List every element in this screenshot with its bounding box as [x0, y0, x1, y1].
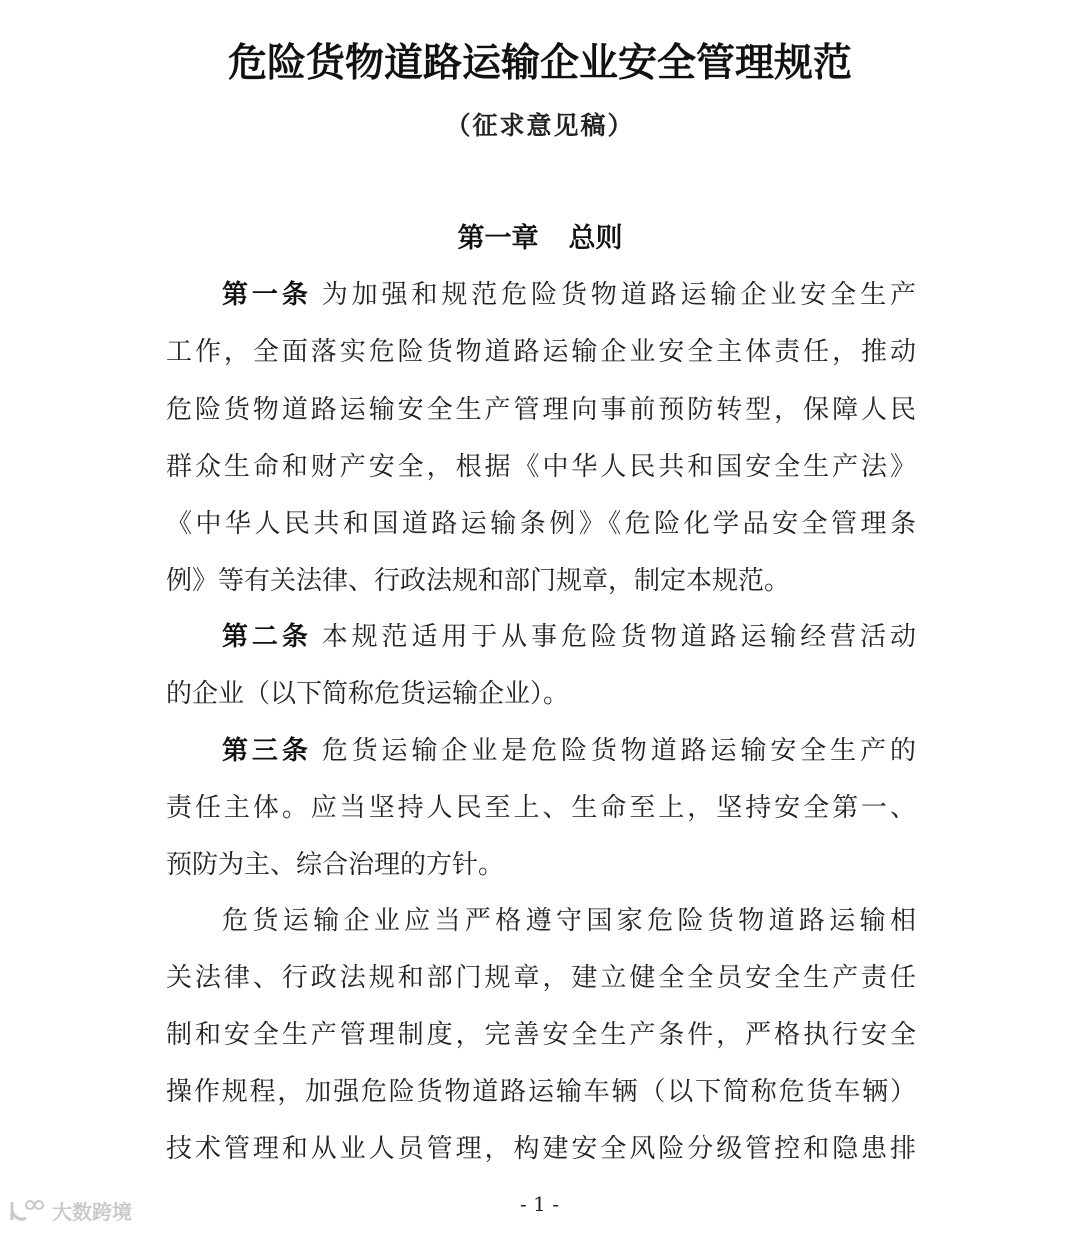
text-line: 关法律、行政法规和部门规章，建立健全全员安全生产责任	[166, 963, 916, 993]
article-3-line: 第三条 危货运输企业是危险货物道路运输安全生产的	[222, 736, 916, 766]
text-line: 工作，全面落实危险货物道路运输企业安全主体责任，推动	[166, 337, 916, 367]
text-line: 群众生命和财产安全，根据《中华人民共和国安全生产法》	[166, 452, 916, 482]
article-label: 第二条	[222, 622, 312, 652]
article-label: 第一条	[222, 280, 312, 310]
text-line: 危货运输企业应当严格遵守国家危险货物道路运输相	[222, 906, 916, 936]
text-line: 《中华人民共和国道路运输条例》《危险化学品安全管理条	[166, 509, 916, 539]
watermark	[8, 1196, 132, 1225]
text-line: 预防为主、综合治理的方针。	[166, 850, 505, 880]
chapter-number: 第一章	[457, 223, 539, 254]
watermark-text: 大数跨境	[52, 1200, 132, 1224]
text-line: 操作规程，加强危险货物道路运输车辆（以下简称危货车辆）	[166, 1077, 916, 1107]
text-line: 例》等有关法律、行政法规和部门规章，制定本规范。	[166, 566, 791, 596]
chapter-name: 总则	[568, 223, 623, 254]
brand-logo-icon	[8, 1198, 46, 1224]
text-line: 的企业（以下简称危货运输企业）。	[166, 679, 570, 709]
text-line: 制和安全生产管理制度，完善安全生产条件，严格执行安全	[166, 1020, 916, 1050]
text-line: 技术管理和从业人员管理，构建安全风险分级管控和隐患排	[166, 1134, 916, 1164]
chapter-heading	[0, 216, 1080, 255]
page-number: - 1 -	[520, 1192, 559, 1216]
text-line: 危险货物道路运输安全生产管理向事前预防转型，保障人民	[166, 395, 916, 425]
text-line: 责任主体。应当坚持人民至上、生命至上，坚持安全第一、	[166, 793, 916, 823]
article-1-line: 第一条 为加强和规范危险货物道路运输企业安全生产	[222, 280, 916, 310]
document-subtitle: （征求意见稿）	[445, 111, 635, 140]
document-title: 危险货物道路运输企业安全管理规范	[227, 40, 852, 86]
article-label: 第三条	[222, 736, 312, 766]
article-2-line: 第二条 本规范适用于从事危险货物道路运输经营活动	[222, 622, 916, 652]
